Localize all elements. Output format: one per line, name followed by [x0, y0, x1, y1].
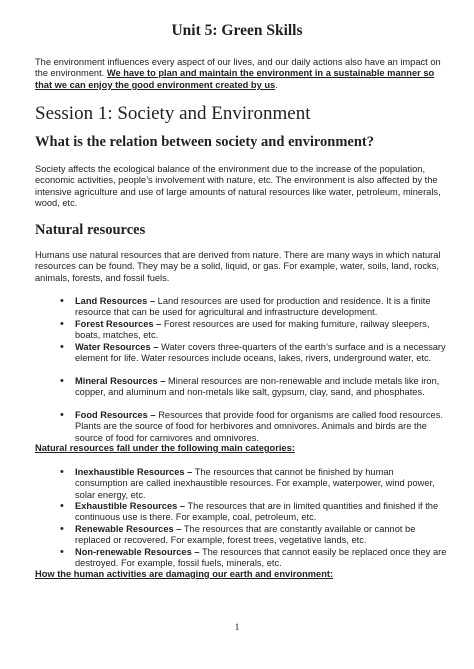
- bullet-icon: •: [60, 500, 64, 512]
- resources-list: [60, 295, 447, 444]
- resource-term: Land Resources –: [75, 296, 156, 306]
- society-paragraph: Society affects the ecological balance of the environment due to the increase of the population, economic activities, people’s involvement with nature, etc. The environment is also affected by the intensive agriculture and use of large amounts of natural resources like water, petroleum, minerals, wood, etc.: [35, 164, 441, 209]
- bullet-icon: •: [60, 466, 64, 478]
- list-item: [60, 295, 447, 319]
- resource-term: Mineral Resources –: [75, 376, 166, 386]
- list-item: [60, 500, 447, 524]
- list-item: [60, 409, 447, 444]
- list-item: [60, 546, 447, 570]
- list-item: [60, 523, 447, 547]
- session-heading: Session 1: Society and Environment: [35, 103, 311, 124]
- categories-heading: Natural resources fall under the following main categories:: [35, 443, 295, 453]
- category-term: Inexhaustible Resources –: [75, 467, 193, 477]
- category-desc: The resources that are in limited quantities and finished if the continuous use is there. For example, coal, petroleum, etc.: [75, 501, 439, 523]
- list-item: [60, 466, 447, 501]
- bullet-icon: •: [60, 318, 64, 330]
- list-item: [60, 341, 447, 376]
- intro-emphasis: We have to plan and maintain the environment in a sustainable manner so that we can enjoy the good environment created by us: [35, 68, 435, 90]
- bullet-icon: •: [60, 295, 64, 307]
- natural-resources-paragraph: Humans use natural resources that are derived from nature. There are many ways in which natural resources can be found. They may be a solid, liquid, or gas. For example, water, soils, land, rocks, animals, forests, and fossil fuels.: [35, 250, 441, 283]
- resource-term: Forest Resources –: [75, 319, 162, 329]
- category-desc: The resources that cannot easily be replaced once they are destroyed. For example, fossil fuels, minerals, etc.: [75, 547, 447, 569]
- page-number: 1: [234, 623, 240, 633]
- bullet-icon: •: [60, 546, 64, 558]
- intro-paragraph: [35, 57, 445, 91]
- resource-term: Water Resources –: [75, 342, 159, 352]
- resource-desc: Land resources are used for production and residence. It is a finite resource that can be used for agricultural and infrastructure development.: [75, 296, 431, 318]
- damage-heading: How the human activities are damaging our earth and environment:: [35, 569, 334, 579]
- bullet-icon: •: [60, 375, 64, 387]
- resource-desc: Resources that provide food for organisms are called food resources. Plants are the source of food for herbivores and omnivores. Animals and birds are the source of food for carnivores and omnivores.: [75, 410, 443, 443]
- resource-desc: Forest resources are used for making furniture, railway sleepers, boats, matches, etc.: [75, 319, 430, 341]
- resource-desc: Water covers three-quarters of the earth’s surface and is a necessary element for life. Water resources include oceans, lakes, rivers, underground water, etc.: [75, 342, 446, 364]
- intro-text: The environment influences every aspect of our lives, and our daily actions also have an impact on the environment.: [35, 57, 441, 79]
- unit-title: Unit 5: Green Skills: [171, 22, 303, 39]
- natural-resources-heading: Natural resources: [35, 222, 146, 238]
- intro-end: .: [275, 79, 278, 90]
- bullet-icon: •: [60, 409, 64, 421]
- categories-list: [60, 466, 447, 570]
- resource-desc: Mineral resources are non-renewable and include metals like iron, copper, and aluminum and non-metals like salt, gypsum, clay, sand, and phosphates.: [75, 376, 440, 398]
- question-heading: What is the relation between society and environment?: [35, 134, 374, 150]
- category-term: Exhaustible Resources –: [75, 501, 186, 511]
- bullet-icon: •: [60, 341, 64, 353]
- category-desc: The resources that cannot be finished by human consumption are called inexhaustible resources. For example, waterpower, wind power, solar energy, etc.: [75, 467, 435, 500]
- list-item: [60, 318, 447, 342]
- bullet-icon: •: [60, 523, 64, 535]
- category-term: Renewable Resources –: [75, 524, 182, 534]
- resource-term: Food Resources –: [75, 410, 156, 420]
- category-desc: The resources that are constantly available or cannot be replaced or recovered. For example, forest trees, vegetative lands, etc.: [75, 524, 416, 546]
- list-item: [60, 375, 447, 410]
- category-term: Non-renewable Resources –: [75, 547, 200, 557]
